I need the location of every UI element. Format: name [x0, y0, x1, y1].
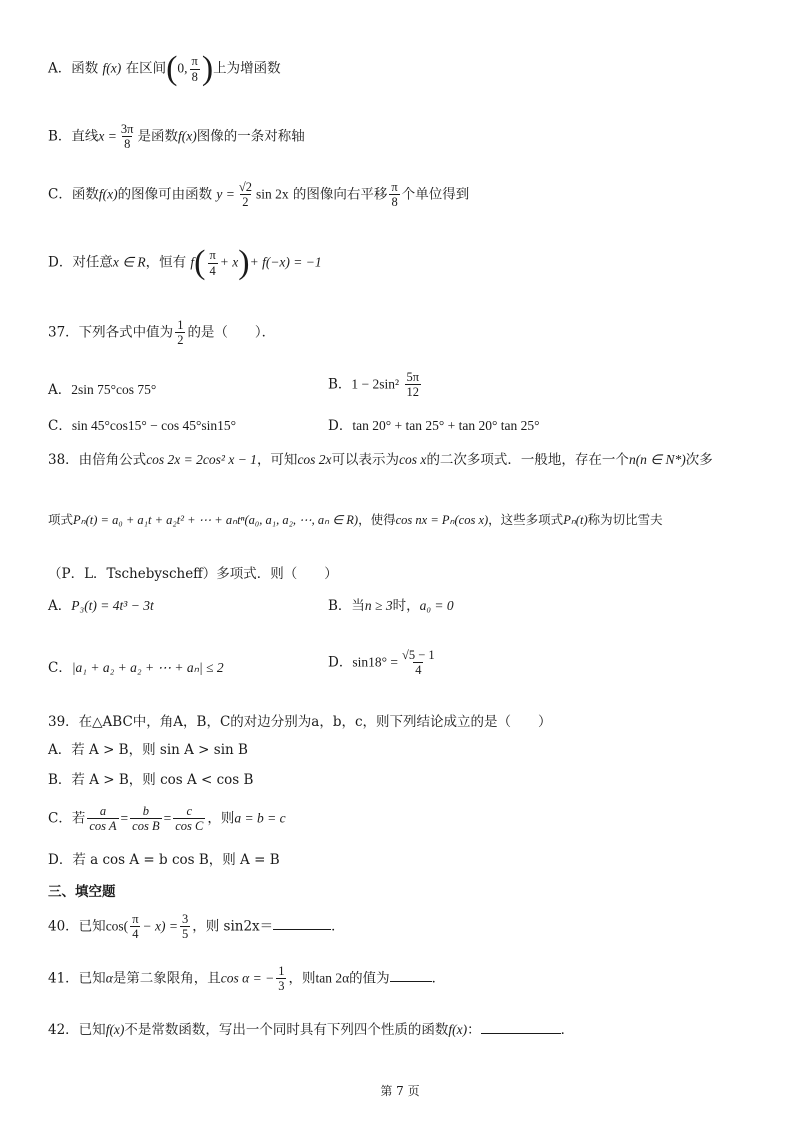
answer-blank[interactable] [481, 1033, 561, 1034]
fraction: $\frac{b}{\text{cos B}}$ [132, 804, 160, 834]
q36-option-d: D．对任意x ∈ R，恒有 f( $\frac{\pi}{4}$ + x)+ f(−x) = −1 [48, 244, 322, 281]
q38-line-2: 项式Pₙ(t) = a₀ + a₁t + a₂t² + ⋯ + aₙtⁿ(a₀, a₁, a₂, ⋯, aₙ ∈ R)，使得cos nx = Pₙ(cos x)，这些多项式Pₙ(t)称为切比雪夫 [48, 512, 663, 527]
q39-option-a: A．若 A > B，则 sin A > sin B [48, 742, 248, 758]
q39-option-c: C．若 $\frac{a}{\text{cos A}}$ = $\frac{b}{\text{cos B}}$ = $\frac{c}{\text{cos C}}$ ，则a = b = c [48, 804, 286, 834]
q36-option-a: A．函数 f(x) 在区间(0, $\frac{\pi}{8}$ )上为增函数 [48, 50, 281, 87]
fraction: $\frac{√5 - 1}{4}$ [401, 648, 435, 678]
page-number: 第 7 页 [380, 1084, 420, 1098]
q41: 41．已知α是第二象限角，且cos α = − $\frac{1}{3}$ ，则tan 2α的值为 ． [48, 964, 446, 994]
fraction: $\frac{\pi}{4}$ [209, 248, 216, 278]
q39-option-d: D．若 a cos A = b cos B，则 A = B [48, 852, 280, 868]
q39-option-b: B．若 A > B，则 cos A < cos B [48, 772, 254, 788]
section-heading: 三、填空题 [48, 884, 116, 900]
fraction: $\frac{\pi}{8}$ [391, 180, 398, 210]
q38-line-3: （P．L．Tschebyscheff）多项式．则（ ） [48, 566, 338, 582]
fraction: $\frac{1}{2}$ [177, 318, 184, 348]
q37-option-c: C．sin 45°cos15° − cos 45°sin15° [48, 418, 237, 434]
q36-option-b: B．直线x = $\frac{3\pi}{8}$ 是函数f(x)图像的一条对称轴 [48, 122, 305, 152]
q39-stem: 39．在△ABC中，角A，B，C的对边分别为a，b，c，则下列结论成立的是（ ） [48, 714, 552, 730]
q38-option-d: D．sin18° = $\frac{√5 - 1}{4}$ [328, 648, 435, 678]
answer-blank[interactable] [390, 981, 432, 982]
q36-option-c: C．函数f(x)的图像可由函数 y = $\frac{√2}{2}$ sin 2x 的图像向右平移 $\frac{\pi}{8}$ 个单位得到 [48, 180, 470, 210]
q38-option-c: C．|a₁ + a₂ + a₂ + ⋯ + aₙ| ≤ 2 [48, 660, 224, 676]
fraction: $\frac{3}{5}$ [181, 912, 189, 942]
q37-option-d: D．tan 20° + tan 25° + tan 20° tan 25° [328, 418, 540, 434]
fraction: $\frac{a}{\text{cos A}}$ [89, 804, 117, 834]
q37-option-a: A．2sin 75°cos 75° [48, 382, 157, 398]
fraction: $\frac{√2}{2}$ [238, 180, 252, 210]
q38-line-1: 38．由倍角公式cos 2x = 2cos² x − 1，可知cos 2x可以表示为cos x的二次多项式．一般地，存在一个n(n ∈ N*)次多 [48, 452, 713, 468]
fraction: $\frac{\pi}{4}$ [132, 912, 139, 942]
q38-option-b: B．当n ≥ 3时，a₀ = 0 [328, 598, 454, 614]
fraction: $\frac{\pi}{8}$ [191, 54, 198, 84]
q40: 40．已知cos( $\frac{\pi}{4}$ − x) = $\frac{3}{5}$ ，则 sin2x＝ ． [48, 912, 345, 942]
fraction: $\frac{1}{3}$ [278, 964, 285, 994]
q37-option-b: B．1 − 2sin² $\frac{5\pi}{12}$ [328, 370, 420, 400]
q38-option-a: A．P₃(t) = 4t³ − 3t [48, 598, 154, 614]
answer-blank[interactable] [273, 929, 331, 930]
q37-stem: 37．下列各式中值为 $\frac{1}{2}$ 的是（ ）． [48, 318, 276, 348]
q42: 42．已知f(x)不是常数函数，写出一个同时具有下列四个性质的函数f(x)： ． [48, 1022, 575, 1038]
fraction: $\frac{c}{\text{cos C}}$ [175, 804, 204, 834]
fraction: $\frac{5\pi}{12}$ [406, 370, 420, 400]
fraction: $\frac{3\pi}{8}$ [120, 122, 134, 152]
